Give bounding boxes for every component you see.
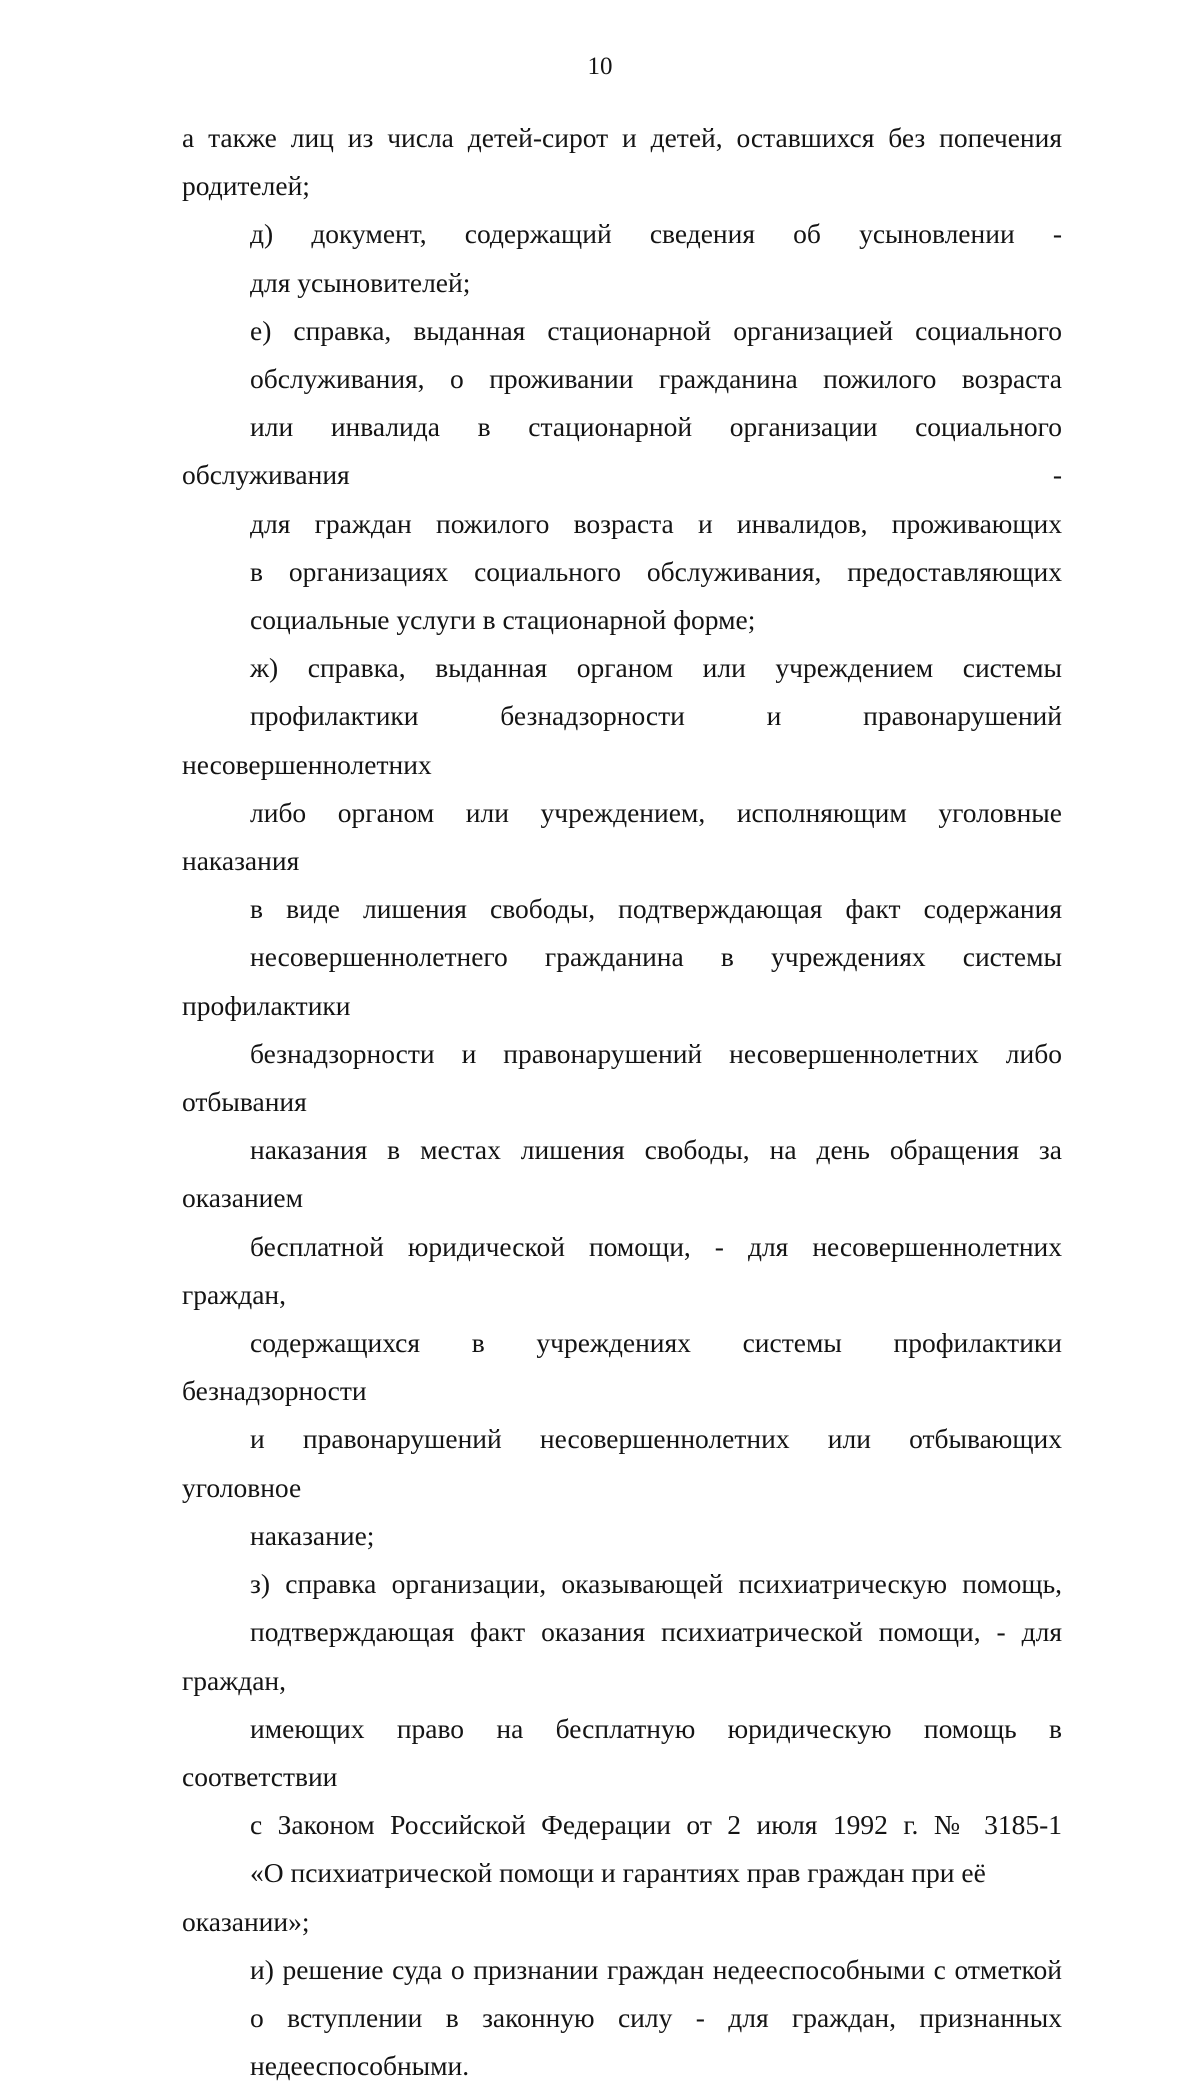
- text-line: о вступлении в законную силу - для граждан, признанных: [250, 2001, 1062, 2033]
- text-line: наказания в местах лишения свободы, на день обращения за оказанием: [182, 1134, 1062, 1214]
- text-line: социальные услуги в стационарной форме;: [250, 604, 756, 636]
- text-line: профилактики безнадзорности и правонарушений несовершеннолетних: [182, 700, 1062, 780]
- paragraph-item-z: [182, 1560, 1062, 1946]
- text-line: или инвалида в стационарной организации социального обслуживания -: [182, 411, 1062, 491]
- text-line: либо органом или учреждением, исполняющим уголовные наказания: [182, 796, 1062, 877]
- paragraph-continuation: [182, 114, 1062, 210]
- text-line: содержащихся в учреждениях системы профилактики безнадзорности: [182, 1327, 1062, 1407]
- text-line: в организациях социального обслуживания, предоставляющих: [250, 555, 1062, 587]
- document-body: [182, 114, 1062, 2090]
- text-line: з) справка организации, оказывающей психиатрическую помощь,: [250, 1568, 1062, 1600]
- text-line: и правонарушений несовершеннолетних или отбывающих уголовное: [182, 1423, 1062, 1503]
- text-line: ж) справка, выданная органом или учреждением системы: [250, 652, 1062, 684]
- text-line: имеющих право на бесплатную юридическую помощь в соответствии: [182, 1712, 1062, 1792]
- text-line: «О психиатрической помощи и гарантиях прав граждан при её оказании»;: [182, 1857, 986, 1937]
- text-line: бесплатной юридической помощи, - для несовершеннолетних граждан,: [182, 1230, 1062, 1310]
- text-line: с Законом Российской Федерации от 2 июля 1992 г. № 3185-1: [250, 1809, 1062, 1841]
- text-line: обслуживания, о проживании гражданина пожилого возраста: [250, 363, 1062, 395]
- text-line: недееспособными.: [250, 2050, 470, 2082]
- text-line: е) справка, выданная стационарной организацией социального: [250, 314, 1062, 346]
- text-line: д) документ, содержащий сведения об усыновлении -: [250, 218, 1062, 250]
- text-line: а также лиц из числа детей-сирот и детей, оставшихся без попечения: [182, 122, 1062, 153]
- text-line: подтверждающая факт оказания психиатрической помощи, - для граждан,: [182, 1616, 1062, 1696]
- text-line: для усыновителей;: [250, 266, 471, 298]
- page-number: 10: [587, 53, 613, 80]
- paragraph-item-e: [182, 307, 1062, 644]
- text-line: для граждан пожилого возраста и инвалидов, проживающих: [250, 507, 1062, 539]
- text-line: родителей;: [182, 170, 310, 202]
- text-line: в виде лишения свободы, подтверждающая факт содержания: [250, 893, 1062, 925]
- text-line: наказание;: [250, 1519, 375, 1551]
- paragraph-item-i: [182, 1946, 1062, 2090]
- text-line: безнадзорности и правонарушений несовершеннолетних либо отбывания: [182, 1037, 1062, 1118]
- paragraph-item-zh: [182, 644, 1062, 1560]
- text-line: и) решение суда о признании граждан недееспособными с отметкой: [250, 1953, 1062, 1985]
- text-line: несовершеннолетнего гражданина в учреждениях системы профилактики: [182, 941, 1062, 1021]
- paragraph-item-d: [182, 210, 1062, 306]
